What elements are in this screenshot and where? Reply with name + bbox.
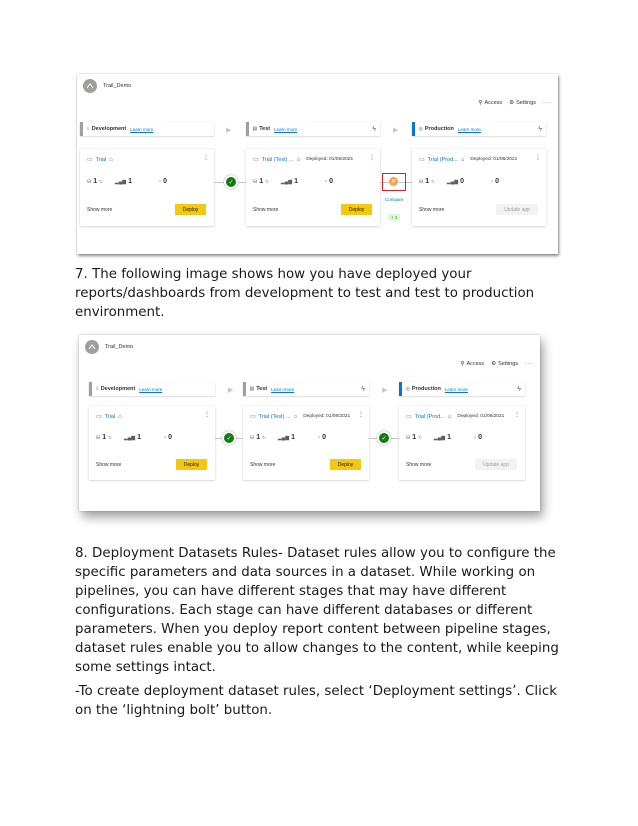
top-actions xyxy=(478,100,552,106)
show-more-link[interactable]: Show more xyxy=(96,462,122,468)
refresh-icon: ↻ xyxy=(431,178,435,184)
report-icon: ▂▄▆ xyxy=(433,434,446,441)
step-8-body: - Dataset rules allow you to configure the specific parameters and data sources in a dataset. While working on pipelines, you can have different stages that may have different configurations. Each stage can have different databases or different parameters. When you deploy report content between pipeline stages, dataset rules enable you to allow changes to the content, while keeping some settings intact. xyxy=(75,546,559,675)
access-button[interactable] xyxy=(460,361,484,367)
lightning-bolt-icon[interactable]: ϟ xyxy=(372,125,376,133)
stage-accent-bar xyxy=(80,122,83,136)
update-app-button[interactable]: Update app xyxy=(475,459,517,470)
report-count: 1 xyxy=(291,434,296,441)
workspace-link[interactable] xyxy=(96,413,122,420)
dashboard-count: 0 xyxy=(163,178,167,185)
dashboard-icon: ◔ xyxy=(158,178,162,185)
workspace-icon: ▭ xyxy=(406,414,412,420)
workspace-link[interactable] xyxy=(406,413,504,420)
dashboard-count: 0 xyxy=(329,178,333,185)
report-icon: ▂▄▆ xyxy=(123,434,136,441)
card-more-icon[interactable]: ⋮ xyxy=(535,155,541,161)
development-icon: ⁝⁝ xyxy=(86,126,90,132)
deployed-date: Deployed: 01/06/2021 xyxy=(457,414,505,419)
show-more-link[interactable]: Show more xyxy=(253,207,279,213)
stage-header xyxy=(80,122,214,136)
stage-card xyxy=(399,406,525,480)
step-8-heading: 8. Deployment Datasets Rules xyxy=(75,546,278,561)
dataset-icon: ⛁ xyxy=(96,434,101,441)
diff-badge: + 1 xyxy=(388,214,400,221)
workspace-link-label: Trial xyxy=(95,156,107,163)
chevron-right-icon: ▶ xyxy=(382,386,388,394)
settings-label: Settings xyxy=(498,361,518,367)
content-counts xyxy=(253,178,333,185)
dataset-icon: ⛁ xyxy=(419,178,424,185)
workspace-avatar-icon xyxy=(83,79,97,93)
card-more-icon[interactable]: ⋮ xyxy=(514,412,520,418)
deploy-button[interactable]: Deploy xyxy=(176,459,207,470)
stage-test xyxy=(243,382,369,480)
dataset-icon: ⛁ xyxy=(406,434,411,441)
stage-name: Production xyxy=(411,386,441,392)
dashboard-icon: ◔ xyxy=(163,434,167,441)
dashboard-count: 0 xyxy=(478,434,482,441)
dataset-count: 1 xyxy=(425,178,430,185)
step-8-note-a: -To create deployment dataset rules, select ‘ xyxy=(75,684,373,699)
chevron-right-icon: ▶ xyxy=(228,386,234,394)
stage-name: Production xyxy=(424,126,454,132)
gear-icon: ⚙ xyxy=(491,361,497,367)
workspace-icon: ▭ xyxy=(253,157,259,163)
more-options-icon[interactable]: ··· xyxy=(543,100,552,106)
settings-button[interactable] xyxy=(509,100,536,106)
refresh-icon: ↻ xyxy=(108,434,112,440)
dashboard-count: 0 xyxy=(322,434,326,441)
chevron-right-icon: ▶ xyxy=(393,126,399,134)
stage-accent-bar xyxy=(412,122,415,136)
stage-card xyxy=(80,149,214,226)
learn-more-link[interactable]: Learn more xyxy=(444,386,468,392)
report-count: 0 xyxy=(460,178,465,185)
step-8-paragraph xyxy=(75,544,565,677)
card-more-icon[interactable]: ⋮ xyxy=(358,412,364,418)
settings-label: Settings xyxy=(516,100,536,106)
report-count: 1 xyxy=(137,434,142,441)
success-check-icon: ✓ xyxy=(226,177,236,187)
workspace-icon: ▭ xyxy=(419,157,425,163)
refresh-icon: ↻ xyxy=(99,178,103,184)
person-icon: ⚲ xyxy=(460,361,465,367)
workspace-link[interactable] xyxy=(250,413,350,420)
test-icon: ▤ xyxy=(252,126,258,132)
stage-production xyxy=(412,122,546,226)
content-counts xyxy=(419,178,499,185)
deployed-date: Deployed: 01/06/2021 xyxy=(470,157,518,162)
card-more-icon[interactable]: ⋮ xyxy=(369,155,375,161)
stage-accent-bar xyxy=(246,122,249,136)
workspace-header xyxy=(85,340,133,354)
workspace-icon: ▭ xyxy=(87,157,93,163)
chevron-right-icon: ▶ xyxy=(226,126,232,134)
development-icon: ⁝⁝ xyxy=(95,386,99,392)
lightning-bolt-icon[interactable]: ϟ xyxy=(538,125,542,133)
compare-link[interactable]: Compare xyxy=(385,197,404,202)
success-check-icon: ✓ xyxy=(224,433,234,443)
workspace-avatar-icon xyxy=(85,340,99,354)
test-icon: ▤ xyxy=(249,386,255,392)
lightning-bolt-icon[interactable]: ϟ xyxy=(361,385,365,393)
show-more-link[interactable]: Show more xyxy=(87,207,113,213)
refresh-icon: ↻ xyxy=(418,434,422,440)
learn-more-link[interactable]: Learn more xyxy=(274,126,298,132)
stage-header xyxy=(89,382,215,396)
workspace-link[interactable] xyxy=(253,156,353,163)
top-actions xyxy=(460,361,534,367)
stage-test xyxy=(246,122,380,226)
success-check-icon: ✓ xyxy=(379,433,389,443)
dataset-count: 1 xyxy=(93,178,98,185)
stage-header xyxy=(246,122,380,136)
stage-production xyxy=(399,382,525,480)
report-count: 1 xyxy=(294,178,299,185)
deploy-button[interactable]: Deploy xyxy=(330,459,361,470)
deployed-date: Deployed: 01/06/2021 xyxy=(303,414,351,419)
deployed-date: Deployed: 01/06/2021 xyxy=(306,157,354,162)
workspace-icon: ▭ xyxy=(96,414,102,420)
stage-development xyxy=(80,122,214,226)
stage-header xyxy=(243,382,369,396)
pipeline-screenshot-1 xyxy=(77,74,558,254)
dataset-icon: ⛁ xyxy=(253,178,258,185)
stage-accent-bar xyxy=(243,382,246,396)
card-more-icon[interactable]: ⋮ xyxy=(204,412,210,418)
workspace-link-label: Trial (Prod... xyxy=(427,156,458,163)
stage-name: Development xyxy=(91,126,127,132)
refresh-icon: ↻ xyxy=(262,434,266,440)
stage-name: Test xyxy=(256,386,268,392)
production-icon: ◎ xyxy=(418,126,423,132)
lightning-bolt-icon[interactable]: ϟ xyxy=(517,385,521,393)
dataset-count: 1 xyxy=(102,434,107,441)
learn-more-link[interactable]: Learn more xyxy=(139,386,163,392)
stage-accent-bar xyxy=(399,382,402,396)
premium-icon: ⌂ xyxy=(296,156,301,163)
show-more-link[interactable]: Show more xyxy=(419,207,445,213)
premium-icon: ⌂ xyxy=(460,156,465,163)
learn-more-link[interactable]: Learn more xyxy=(271,386,295,392)
learn-more-link[interactable]: Learn more xyxy=(457,126,481,132)
report-icon: ▂▄▆ xyxy=(277,434,290,441)
premium-icon: ⌂ xyxy=(118,413,122,420)
access-label: Access xyxy=(466,361,485,367)
dashboard-icon: ◔ xyxy=(473,434,477,441)
workspace-link-label: Trial (Test) ... xyxy=(258,413,291,420)
dataset-count: 1 xyxy=(256,434,261,441)
stage-accent-bar xyxy=(89,382,92,396)
report-icon: ▂▄▆ xyxy=(446,178,459,185)
dataset-icon: ⛁ xyxy=(87,178,92,185)
workspace-icon: ▭ xyxy=(250,414,256,420)
stage-name: Test xyxy=(259,126,271,132)
dataset-count: 1 xyxy=(259,178,264,185)
workspace-link-label: Trial (Test) ... xyxy=(261,156,294,163)
stage-card xyxy=(89,406,215,480)
show-more-link[interactable]: Show more xyxy=(250,462,276,468)
report-count: 1 xyxy=(128,178,133,185)
stage-development xyxy=(89,382,215,480)
settings-button[interactable] xyxy=(491,361,518,367)
dashboard-icon: ◔ xyxy=(490,178,494,185)
premium-icon: ⌂ xyxy=(293,413,298,420)
more-options-icon[interactable]: ··· xyxy=(525,361,534,367)
workspace-link[interactable] xyxy=(87,156,113,163)
deploy-button[interactable]: Deploy xyxy=(341,204,372,215)
difference-warning-icon[interactable]: ✕ xyxy=(390,178,397,185)
card-more-icon[interactable]: ⋮ xyxy=(203,155,209,161)
production-icon: ◎ xyxy=(405,386,410,392)
premium-icon: ⌂ xyxy=(109,156,113,163)
workspace-link[interactable] xyxy=(419,156,517,163)
content-counts xyxy=(250,434,326,441)
stage-card xyxy=(412,149,546,226)
access-label: Access xyxy=(484,100,503,106)
report-icon: ▂▄▆ xyxy=(114,178,127,185)
deploy-button[interactable]: Deploy xyxy=(175,204,206,215)
workspace-link-label: Trial xyxy=(104,413,116,420)
stage-name: Development xyxy=(100,386,136,392)
workspace-name: Trail_Demo xyxy=(103,83,132,89)
gear-icon: ⚙ xyxy=(509,100,515,106)
step-8-note xyxy=(75,682,565,720)
workspace-link-label: Trial (Prod... xyxy=(414,413,445,420)
stage-header xyxy=(412,122,546,136)
report-icon: ▂▄▆ xyxy=(280,178,293,185)
pipeline-screenshot-2 xyxy=(79,335,540,511)
dataset-count: 1 xyxy=(412,434,417,441)
premium-icon: ⌂ xyxy=(447,413,452,420)
step-8-note-c: ’. Click on the ‘lightning bolt’ button. xyxy=(75,684,557,718)
step-7-paragraph: 7. The following image shows how you have deployed your reports/dashboards from development to test and test to production environment. xyxy=(75,267,535,320)
workspace-name: Trail_Demo xyxy=(105,344,134,350)
show-more-link[interactable]: Show more xyxy=(406,462,432,468)
person-icon: ⚲ xyxy=(478,100,483,106)
refresh-icon: ↻ xyxy=(265,178,269,184)
update-app-button[interactable]: Update app xyxy=(496,204,538,215)
content-counts xyxy=(87,178,167,185)
dataset-icon: ⛁ xyxy=(250,434,255,441)
dashboard-icon: ◔ xyxy=(324,178,328,185)
access-button[interactable] xyxy=(478,100,502,106)
dashboard-count: 0 xyxy=(495,178,499,185)
workspace-header xyxy=(83,79,131,93)
dashboard-icon: ◔ xyxy=(317,434,321,441)
stage-header xyxy=(399,382,525,396)
content-counts xyxy=(96,434,172,441)
content-counts xyxy=(406,434,482,441)
stage-card xyxy=(246,149,380,226)
step-8-note-b: Deployment settings xyxy=(372,684,513,699)
report-count: 1 xyxy=(447,434,452,441)
stage-card xyxy=(243,406,369,480)
dashboard-count: 0 xyxy=(168,434,172,441)
learn-more-link[interactable]: Learn more xyxy=(130,126,154,132)
